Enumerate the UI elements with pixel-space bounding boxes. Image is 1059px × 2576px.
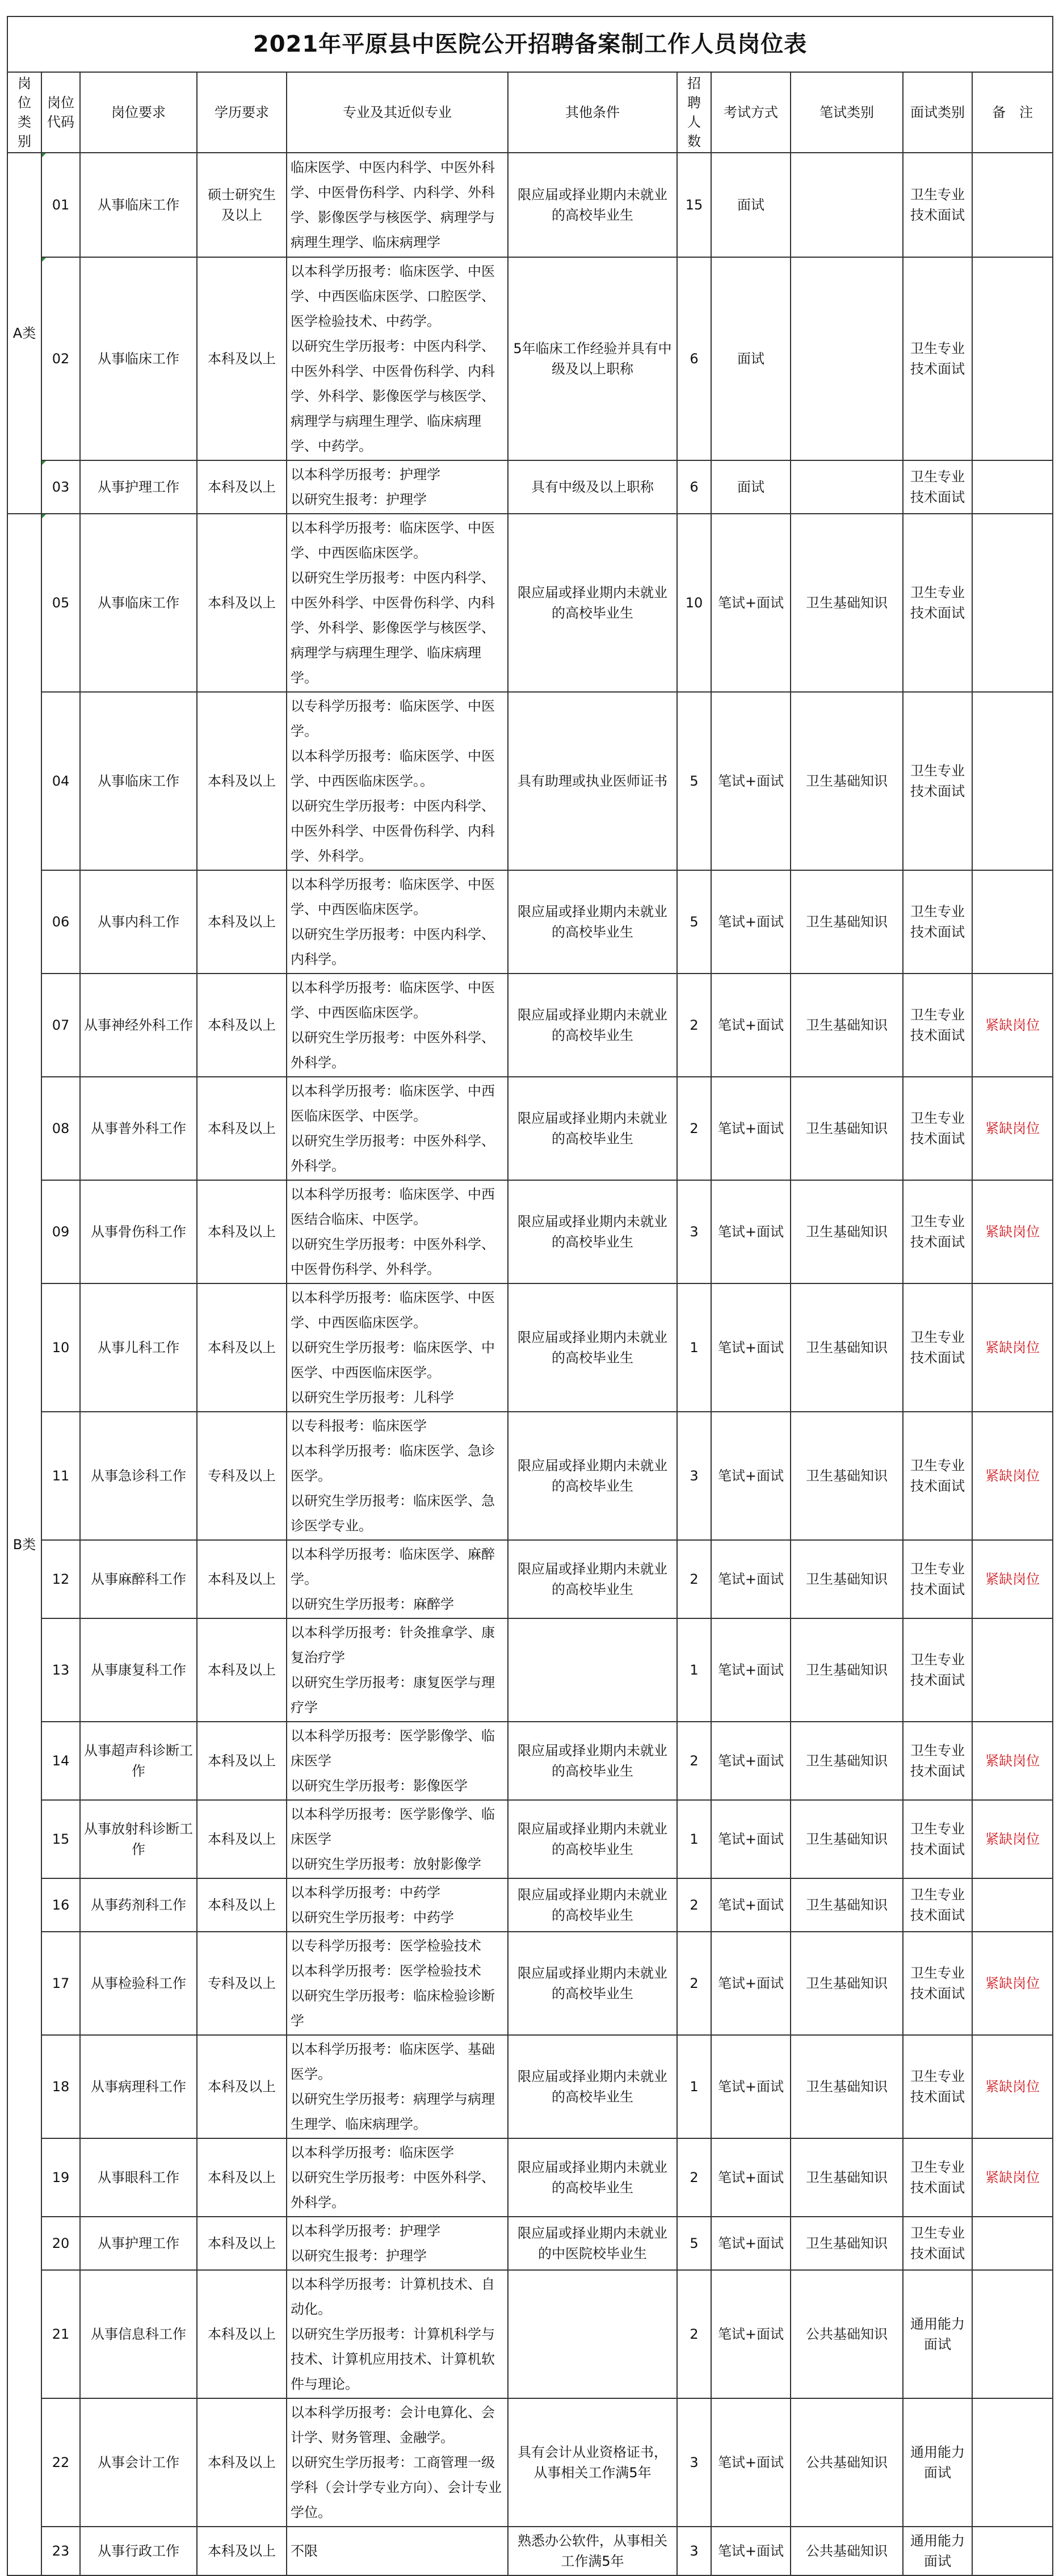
row-count: 6: [677, 257, 711, 460]
row-exam-method: 笔试+面试: [711, 692, 791, 870]
row-count: 2: [677, 2138, 711, 2217]
row-count: 5: [677, 692, 711, 870]
row-major: 以本科学历报考：计算机技术、自动化。 以研究生学历报考：计算机科学与技术、计算机应用技术、计算机软件与理论。: [287, 2270, 508, 2398]
row-education: 本科及以上: [197, 974, 287, 1077]
table-row: [7, 514, 1053, 692]
row-remark: [972, 460, 1053, 514]
row-code: 21: [41, 2270, 80, 2398]
row-interview-type: 卫生专业 技术面试: [903, 1800, 972, 1878]
row-count: 2: [677, 1878, 711, 1932]
row-exam-method: 笔试+面试: [711, 870, 791, 974]
header-remark: 备 注: [972, 72, 1053, 153]
row-post: 从事临床工作: [80, 692, 197, 870]
row-education: 本科及以上: [197, 2398, 287, 2527]
row-code: 13: [41, 1618, 80, 1722]
row-remark: [972, 692, 1053, 870]
row-exam-method: 笔试+面试: [711, 1618, 791, 1722]
table-row: [7, 2138, 1053, 2217]
row-count: 2: [677, 2270, 711, 2398]
row-major: 以本科学历报考：会计电算化、会计学、财务管理、金融学。 以研究生学历报考：工商管理一级学科（会计学专业方向）、会计专业学位。: [287, 2398, 508, 2527]
row-exam-method: 面试: [711, 257, 791, 460]
row-interview-type: 卫生专业 技术面试: [903, 1412, 972, 1540]
row-education: 本科及以上: [197, 2035, 287, 2138]
table-row: [7, 2217, 1053, 2270]
row-conditions: 限应届或择业期内未就业的高校毕业生: [508, 1800, 677, 1878]
row-remark: [972, 153, 1053, 257]
row-interview-type: 卫生专业 技术面试: [903, 2035, 972, 2138]
row-post: 从事信息科工作: [80, 2270, 197, 2398]
category-a: A类: [7, 153, 41, 514]
row-conditions: 限应届或择业期内未就业的高校毕业生: [508, 1412, 677, 1540]
row-interview-type: 卫生专业 技术面试: [903, 1878, 972, 1932]
row-remark: 紧缺岗位: [972, 1077, 1053, 1180]
row-education: 本科及以上: [197, 1878, 287, 1932]
row-major: 以本科学历报考：临床医学、基础医学。 以研究生学历报考：病理学与病理生理学、临床病理学。: [287, 2035, 508, 2138]
table-row: [7, 870, 1053, 974]
row-code: 19: [41, 2138, 80, 2217]
row-code: 07: [41, 974, 80, 1077]
row-interview-type: 通用能力 面试: [903, 2270, 972, 2398]
row-code: 03: [41, 460, 80, 514]
row-written-type: [791, 153, 903, 257]
row-exam-method: 面试: [711, 460, 791, 514]
row-written-type: 卫生基础知识: [791, 870, 903, 974]
row-major: 以专科学历报考：医学检验技术 以本科学历报考：医学检验技术 以研究生学历报考：临床检验诊断学: [287, 1932, 508, 2035]
row-conditions: 具有中级及以上职称: [508, 460, 677, 514]
row-exam-method: 笔试+面试: [711, 1932, 791, 2035]
row-written-type: 卫生基础知识: [791, 1180, 903, 1283]
row-post: 从事会计工作: [80, 2398, 197, 2527]
row-interview-type: 卫生专业 技术面试: [903, 514, 972, 692]
header-post: 岗位要求: [80, 72, 197, 153]
header-count: 招聘 人数: [677, 72, 711, 153]
row-exam-method: 笔试+面试: [711, 1878, 791, 1932]
row-code: 10: [41, 1283, 80, 1412]
row-post: 从事急诊科工作: [80, 1412, 197, 1540]
table-row: [7, 1077, 1053, 1180]
row-code: 15: [41, 1800, 80, 1878]
table-row: [7, 1283, 1053, 1412]
row-post: 从事临床工作: [80, 514, 197, 692]
table-row: [7, 1932, 1053, 2035]
row-exam-method: 笔试+面试: [711, 1412, 791, 1540]
row-exam-method: 笔试+面试: [711, 1180, 791, 1283]
row-exam-method: 面试: [711, 153, 791, 257]
table-row: [7, 2398, 1053, 2527]
row-post: 从事康复科工作: [80, 1618, 197, 1722]
row-conditions: 限应届或择业期内未就业的高校毕业生: [508, 1283, 677, 1412]
row-conditions: [508, 2270, 677, 2398]
row-interview-type: 卫生专业 技术面试: [903, 692, 972, 870]
row-post: 从事麻醉科工作: [80, 1540, 197, 1618]
row-interview-type: 卫生专业 技术面试: [903, 460, 972, 514]
row-interview-type: 卫生专业 技术面试: [903, 2138, 972, 2217]
row-education: 本科及以上: [197, 1283, 287, 1412]
row-written-type: 卫生基础知识: [791, 1283, 903, 1412]
row-exam-method: 笔试+面试: [711, 514, 791, 692]
header-exam-method: 考试方式: [711, 72, 791, 153]
row-written-type: 卫生基础知识: [791, 1618, 903, 1722]
row-written-type: 卫生基础知识: [791, 514, 903, 692]
row-major: 以本科学历报考：临床医学、中医学、中西医临床医学。 以研究生学历报考：临床医学、中医学、中西医临床医学。 以研究生学历报考：儿科学: [287, 1283, 508, 1412]
row-written-type: 公共基础知识: [791, 2527, 903, 2575]
row-written-type: 卫生基础知识: [791, 2138, 903, 2217]
row-code: 12: [41, 1540, 80, 1618]
row-interview-type: 卫生专业 技术面试: [903, 257, 972, 460]
row-exam-method: 笔试+面试: [711, 1800, 791, 1878]
table-title: 2021年平原县中医院公开招聘备案制工作人员岗位表: [7, 16, 1053, 72]
row-count: 3: [677, 2527, 711, 2575]
row-conditions: 5年临床工作经验并具有中级及以上职称: [508, 257, 677, 460]
row-major: 以本科学历报考：临床医学、中西医结合临床、中医学。 以研究生学历报考：中医外科学、中医骨伤科学、外科学。: [287, 1180, 508, 1283]
row-code: 20: [41, 2217, 80, 2270]
row-remark: 紧缺岗位: [972, 1412, 1053, 1540]
row-education: 本科及以上: [197, 1540, 287, 1618]
row-education: 本科及以上: [197, 1722, 287, 1800]
row-education: 本科及以上: [197, 1077, 287, 1180]
row-count: 1: [677, 1283, 711, 1412]
row-written-type: 卫生基础知识: [791, 1077, 903, 1180]
row-conditions: 限应届或择业期内未就业的高校毕业生: [508, 153, 677, 257]
row-exam-method: 笔试+面试: [711, 2138, 791, 2217]
row-exam-method: 笔试+面试: [711, 1077, 791, 1180]
row-remark: 紧缺岗位: [972, 2138, 1053, 2217]
row-remark: 紧缺岗位: [972, 1722, 1053, 1800]
row-education: 硕士研究生 及以上: [197, 153, 287, 257]
table-row: [7, 1180, 1053, 1283]
row-remark: 紧缺岗位: [972, 1180, 1053, 1283]
row-conditions: 限应届或择业期内未就业的高校毕业生: [508, 1077, 677, 1180]
row-exam-method: 笔试+面试: [711, 2398, 791, 2527]
row-education: 本科及以上: [197, 2527, 287, 2575]
row-major: 以本科学历报考：医学影像学、临床医学 以研究生学历报考：影像医学: [287, 1722, 508, 1800]
row-written-type: 卫生基础知识: [791, 692, 903, 870]
row-count: 10: [677, 514, 711, 692]
row-code: 18: [41, 2035, 80, 2138]
row-major: 以本科学历报考：临床医学、中医学、中西医临床医学。 以研究生学历报考：中医外科学、外科学。: [287, 974, 508, 1077]
row-remark: 紧缺岗位: [972, 1540, 1053, 1618]
row-remark: [972, 2398, 1053, 2527]
row-major: 以本科学历报考：临床医学、中医学、中西医临床医学、口腔医学、医学检验技术、中药学。 以研究生学历报考：中医内科学、中医外科学、中医骨伤科学、内科学、外科学、影像医学与核医学、病理学与病理生理学、临床病理学、中药学。: [287, 257, 508, 460]
table-row: [7, 1540, 1053, 1618]
row-major: 以本科学历报考：临床医学 以研究生学历报考：中医外科学、外科学。: [287, 2138, 508, 2217]
header-education: 学历要求: [197, 72, 287, 153]
row-code: 02: [41, 257, 80, 460]
row-interview-type: 卫生专业 技术面试: [903, 1618, 972, 1722]
row-conditions: 限应届或择业期内未就业的高校毕业生: [508, 974, 677, 1077]
row-interview-type: 卫生专业 技术面试: [903, 870, 972, 974]
row-count: 2: [677, 1540, 711, 1618]
row-major: 以本科学历报考：医学影像学、临床医学 以研究生学历报考：放射影像学: [287, 1800, 508, 1878]
table-row: [7, 2270, 1053, 2398]
row-conditions: 限应届或择业期内未就业的中医院校毕业生: [508, 2217, 677, 2270]
row-post: 从事放射科诊断工作: [80, 1800, 197, 1878]
row-education: 本科及以上: [197, 692, 287, 870]
header-code: 岗位 代码: [41, 72, 80, 153]
row-major: 以本科学历报考：中药学 以研究生学历报考：中药学: [287, 1878, 508, 1932]
row-code: 16: [41, 1878, 80, 1932]
row-post: 从事骨伤科工作: [80, 1180, 197, 1283]
table-row: [7, 1878, 1053, 1932]
row-post: 从事行政工作: [80, 2527, 197, 2575]
row-post: 从事护理工作: [80, 460, 197, 514]
row-interview-type: 卫生专业 技术面试: [903, 1722, 972, 1800]
row-code: 22: [41, 2398, 80, 2527]
table-row: [7, 460, 1053, 514]
row-conditions: 限应届或择业期内未就业的高校毕业生: [508, 1722, 677, 1800]
row-interview-type: 卫生专业 技术面试: [903, 1283, 972, 1412]
header-major: 专业及其近似专业: [287, 72, 508, 153]
row-written-type: 卫生基础知识: [791, 2217, 903, 2270]
row-exam-method: 笔试+面试: [711, 1540, 791, 1618]
row-post: 从事检验科工作: [80, 1932, 197, 2035]
row-post: 从事临床工作: [80, 153, 197, 257]
row-post: 从事普外科工作: [80, 1077, 197, 1180]
row-conditions: 限应届或择业期内未就业的高校毕业生: [508, 870, 677, 974]
row-exam-method: 笔试+面试: [711, 1283, 791, 1412]
row-count: 1: [677, 1618, 711, 1722]
row-interview-type: 卫生专业 技术面试: [903, 1540, 972, 1618]
row-major: 不限: [287, 2527, 508, 2575]
category-b: B类: [7, 514, 41, 2575]
row-code: 09: [41, 1180, 80, 1283]
row-major: 以本科学历报考：临床医学、中医学、中西医临床医学。 以研究生学历报考：中医内科学、内科学。: [287, 870, 508, 974]
row-written-type: 卫生基础知识: [791, 1412, 903, 1540]
row-remark: [972, 2527, 1053, 2575]
row-remark: [972, 1878, 1053, 1932]
table-row: [7, 692, 1053, 870]
row-count: 6: [677, 460, 711, 514]
row-count: 3: [677, 2398, 711, 2527]
row-conditions: 限应届或择业期内未就业的高校毕业生: [508, 2138, 677, 2217]
row-code: 23: [41, 2527, 80, 2575]
row-written-type: 卫生基础知识: [791, 1878, 903, 1932]
row-major: 以本科学历报考：临床医学、麻醉学。 以研究生学历报考：麻醉学: [287, 1540, 508, 1618]
table-row: [7, 2035, 1053, 2138]
row-written-type: 公共基础知识: [791, 2398, 903, 2527]
row-remark: [972, 514, 1053, 692]
header-category: 岗位 类别: [7, 72, 41, 153]
row-code: 05: [41, 514, 80, 692]
header-conditions: 其他条件: [508, 72, 677, 153]
row-interview-type: 通用能力 面试: [903, 2398, 972, 2527]
row-interview-type: 通用能力 面试: [903, 2527, 972, 2575]
row-code: 14: [41, 1722, 80, 1800]
row-education: 本科及以上: [197, 257, 287, 460]
row-education: 本科及以上: [197, 1180, 287, 1283]
row-written-type: 卫生基础知识: [791, 1722, 903, 1800]
row-code: 04: [41, 692, 80, 870]
row-exam-method: 笔试+面试: [711, 1722, 791, 1800]
row-post: 从事超声科诊断工作: [80, 1722, 197, 1800]
row-education: 本科及以上: [197, 1618, 287, 1722]
row-count: 3: [677, 1412, 711, 1540]
row-code: 11: [41, 1412, 80, 1540]
row-conditions: 限应届或择业期内未就业的高校毕业生: [508, 514, 677, 692]
row-education: 本科及以上: [197, 460, 287, 514]
row-code: 08: [41, 1077, 80, 1180]
row-count: 15: [677, 153, 711, 257]
row-written-type: 卫生基础知识: [791, 1800, 903, 1878]
row-exam-method: 笔试+面试: [711, 2270, 791, 2398]
row-post: 从事神经外科工作: [80, 974, 197, 1077]
row-written-type: 卫生基础知识: [791, 1540, 903, 1618]
row-written-type: 卫生基础知识: [791, 2035, 903, 2138]
table-row: [7, 153, 1053, 257]
row-written-type: 卫生基础知识: [791, 974, 903, 1077]
row-interview-type: 卫生专业 技术面试: [903, 153, 972, 257]
table-row: [7, 257, 1053, 460]
table-row: [7, 1618, 1053, 1722]
row-conditions: 限应届或择业期内未就业的高校毕业生: [508, 1878, 677, 1932]
row-conditions: 限应届或择业期内未就业的高校毕业生: [508, 2035, 677, 2138]
row-post: 从事内科工作: [80, 870, 197, 974]
row-conditions: 限应届或择业期内未就业的高校毕业生: [508, 1932, 677, 2035]
row-count: 5: [677, 870, 711, 974]
row-education: 专科及以上: [197, 1412, 287, 1540]
row-major: 以本科学历报考：护理学 以研究生报考：护理学: [287, 460, 508, 514]
row-count: 1: [677, 2035, 711, 2138]
row-code: 17: [41, 1932, 80, 2035]
row-education: 本科及以上: [197, 1800, 287, 1878]
row-remark: 紧缺岗位: [972, 974, 1053, 1077]
row-count: 3: [677, 1180, 711, 1283]
header-row: [7, 72, 1053, 153]
row-written-type: 公共基础知识: [791, 2270, 903, 2398]
row-major: 临床医学、中医内科学、中医外科学、中医骨伤科学、内科学、外科学、影像医学与核医学、病理学与病理生理学、临床病理学: [287, 153, 508, 257]
row-major: 以本科学历报考：临床医学、中西医临床医学、中医学。 以研究生学历报考：中医外科学、外科学。: [287, 1077, 508, 1180]
row-code: 06: [41, 870, 80, 974]
row-remark: [972, 2270, 1053, 2398]
row-remark: [972, 1618, 1053, 1722]
row-code: 01: [41, 153, 80, 257]
row-education: 本科及以上: [197, 2138, 287, 2217]
row-post: 从事药剂科工作: [80, 1878, 197, 1932]
row-major: 以专科学历报考：临床医学、中医学。 以本科学历报考：临床医学、中医学、中西医临床医学。。 以研究生学历报考：中医内科学、中医外科学、中医骨伤科学、内科学、外科学。: [287, 692, 508, 870]
row-interview-type: 卫生专业 技术面试: [903, 2217, 972, 2270]
recruitment-table: [7, 16, 1053, 2576]
row-remark: [972, 257, 1053, 460]
row-remark: [972, 2217, 1053, 2270]
row-post: 从事护理工作: [80, 2217, 197, 2270]
row-conditions: [508, 1618, 677, 1722]
row-exam-method: 笔试+面试: [711, 2527, 791, 2575]
row-interview-type: 卫生专业 技术面试: [903, 1077, 972, 1180]
row-exam-method: 笔试+面试: [711, 2217, 791, 2270]
header-interview-type: 面试类别: [903, 72, 972, 153]
row-count: 2: [677, 1932, 711, 2035]
row-post: 从事临床工作: [80, 257, 197, 460]
row-post: 从事儿科工作: [80, 1283, 197, 1412]
row-conditions: 具有会计从业资格证书，从事相关工作满5年: [508, 2398, 677, 2527]
row-count: 2: [677, 1077, 711, 1180]
table-row: [7, 2527, 1053, 2575]
table-row: [7, 1800, 1053, 1878]
row-written-type: [791, 460, 903, 514]
row-remark: 紧缺岗位: [972, 2035, 1053, 2138]
row-conditions: 限应届或择业期内未就业的高校毕业生: [508, 1540, 677, 1618]
row-remark: 紧缺岗位: [972, 1800, 1053, 1878]
table-row: [7, 974, 1053, 1077]
row-exam-method: 笔试+面试: [711, 974, 791, 1077]
row-count: 2: [677, 1722, 711, 1800]
row-education: 本科及以上: [197, 514, 287, 692]
row-count: 1: [677, 1800, 711, 1878]
row-remark: 紧缺岗位: [972, 1932, 1053, 2035]
row-written-type: 卫生基础知识: [791, 1932, 903, 2035]
row-exam-method: 笔试+面试: [711, 2035, 791, 2138]
row-major: 以专科报考：临床医学 以本科学历报考：临床医学、急诊医学。 以研究生学历报考：临床医学、急诊医学专业。: [287, 1412, 508, 1540]
row-conditions: 熟悉办公软件，从事相关工作满5年: [508, 2527, 677, 2575]
table-row: [7, 1412, 1053, 1540]
row-major: 以本科学历报考：护理学 以研究生报考：护理学: [287, 2217, 508, 2270]
row-interview-type: 卫生专业 技术面试: [903, 1932, 972, 2035]
row-education: 专科及以上: [197, 1932, 287, 2035]
row-written-type: [791, 257, 903, 460]
row-interview-type: 卫生专业 技术面试: [903, 974, 972, 1077]
header-written-type: 笔试类别: [791, 72, 903, 153]
row-post: 从事眼科工作: [80, 2138, 197, 2217]
row-count: 2: [677, 974, 711, 1077]
row-count: 5: [677, 2217, 711, 2270]
row-conditions: 具有助理或执业医师证书: [508, 692, 677, 870]
row-remark: [972, 870, 1053, 974]
row-education: 本科及以上: [197, 2217, 287, 2270]
row-post: 从事病理科工作: [80, 2035, 197, 2138]
row-major: 以本科学历报考：针灸推拿学、康复治疗学 以研究生学历报考：康复医学与理疗学: [287, 1618, 508, 1722]
table-row: [7, 1722, 1053, 1800]
row-education: 本科及以上: [197, 870, 287, 974]
row-major: 以本科学历报考：临床医学、中医学、中西医临床医学。 以研究生学历报考：中医内科学、中医外科学、中医骨伤科学、内科学、外科学、影像医学与核医学、病理学与病理生理学、临床病理学。: [287, 514, 508, 692]
row-remark: 紧缺岗位: [972, 1283, 1053, 1412]
row-education: 本科及以上: [197, 2270, 287, 2398]
row-interview-type: 卫生专业 技术面试: [903, 1180, 972, 1283]
row-conditions: 限应届或择业期内未就业的高校毕业生: [508, 1180, 677, 1283]
